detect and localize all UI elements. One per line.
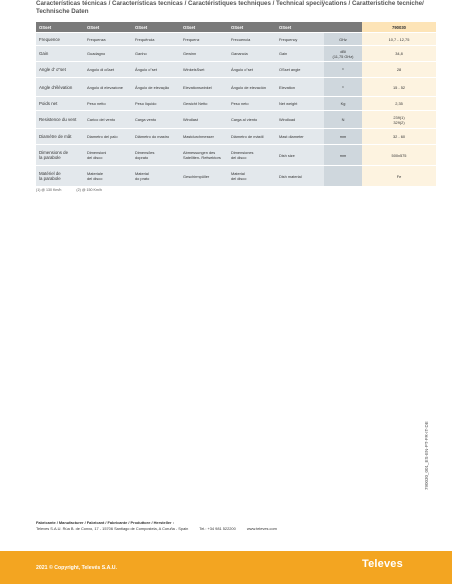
- spec-label: Gewicht Netto: [180, 97, 228, 111]
- spec-label: Gain: [276, 46, 324, 62]
- column-header: OSset: [36, 22, 84, 33]
- spec-label: Frequence: [36, 33, 84, 46]
- spec-value: 2,35: [362, 97, 436, 111]
- manufacturer-heading: Fabricante / Manufacturer / Fabricant / Fabricante / Produttore / Hersteller :: [36, 520, 174, 525]
- spec-label: WinkelsSset: [180, 62, 228, 78]
- manufacturer-phone: Tel.: +34 981 522200: [199, 526, 236, 531]
- spec-label: Peso líquido: [132, 97, 180, 111]
- spec-value: 10,7 - 12,75: [362, 33, 436, 46]
- spec-label: Elevation: [276, 78, 324, 97]
- manufacturer-address: Televes S.A.U. Rúa B. de Conxo, 17 - 15706 Santiago de Compostela, A Coruña - Spain: [36, 526, 189, 531]
- spec-unit: mm: [324, 145, 362, 166]
- spec-unit: º: [324, 62, 362, 78]
- spec-label: Geschirmpüller: [180, 166, 228, 187]
- table-row: [36, 78, 436, 97]
- spec-label: Material do prato: [132, 166, 180, 187]
- spec-label: Dish material: [276, 166, 324, 187]
- specs-table: [36, 22, 436, 187]
- spec-value: 32 - 60: [362, 129, 436, 145]
- spec-label: Guadagno: [84, 46, 132, 62]
- spec-label: Materiale del disco: [84, 166, 132, 187]
- manufacturer-web[interactable]: www.televes.com: [246, 526, 277, 531]
- table-row: [36, 166, 436, 187]
- spec-unit: dBi (11,75 GHz): [324, 46, 362, 62]
- spec-unit: N: [324, 111, 362, 129]
- manufacturer-info: [36, 520, 287, 532]
- spec-label: Carga vento: [132, 111, 180, 129]
- specs-table-body: [36, 22, 436, 187]
- spec-label: Ângulo o"set: [132, 62, 180, 78]
- spec-value: 15 - 52: [362, 78, 436, 97]
- spec-label: Mast diameter: [276, 129, 324, 145]
- spec-label: Frequência: [132, 33, 180, 46]
- spec-label: Angolo di elevazione: [84, 78, 132, 97]
- spec-label: Diâmetro do mastro: [132, 129, 180, 145]
- spec-label: Frequenza: [84, 33, 132, 46]
- footnotes: [36, 188, 116, 192]
- spec-label: Matériel de la parabole: [36, 166, 84, 187]
- spec-unit: Kg: [324, 97, 362, 111]
- table-row: [36, 111, 436, 129]
- spec-label: Frecuencia: [228, 33, 276, 46]
- spec-label: Windlast: [180, 111, 228, 129]
- spec-label: Ângulo de elevação: [132, 78, 180, 97]
- spec-label: Dimensões doprato: [132, 145, 180, 166]
- table-row: [36, 33, 436, 46]
- unit-header: [324, 22, 362, 33]
- spec-label: Diamètre de mât: [36, 129, 84, 145]
- column-header: OSset: [132, 22, 180, 33]
- spec-label: Diámetro de mástil: [228, 129, 276, 145]
- spec-label: Dimensiones del disco: [228, 145, 276, 166]
- manufacturer-line: [36, 526, 287, 532]
- spec-label: OSset angle: [276, 62, 324, 78]
- spec-label: Frequenz: [180, 33, 228, 46]
- spec-label: Ganho: [132, 46, 180, 62]
- spec-label: Ganancia: [228, 46, 276, 62]
- table-row: [36, 129, 436, 145]
- spec-label: Gewinn: [180, 46, 228, 62]
- column-header: OSset: [84, 22, 132, 33]
- spec-label: Abmessungen des Satelliten- Refwektors: [180, 145, 228, 166]
- spec-label: Carico del vento: [84, 111, 132, 129]
- spec-label: Dish size: [276, 145, 324, 166]
- spec-label: Material del disco: [228, 166, 276, 187]
- spec-label: Peso neto: [228, 97, 276, 111]
- spec-label: Poids net: [36, 97, 84, 111]
- spec-unit: GHz: [324, 33, 362, 46]
- spec-label: Dimensioni del disco: [84, 145, 132, 166]
- spec-label: Net weight: [276, 97, 324, 111]
- spec-value: 28: [362, 62, 436, 78]
- spec-value: 500x575: [362, 145, 436, 166]
- document-id-text: 790030_001_ES-EN-PT-FR-IT-DE: [424, 421, 429, 490]
- column-header: OSset: [228, 22, 276, 33]
- televes-logo: Televes: [362, 558, 403, 570]
- spec-label: Frequency: [276, 33, 324, 46]
- spec-label: Dimensions de la parabole: [36, 145, 84, 166]
- spec-unit: [324, 166, 362, 187]
- table-row: [36, 97, 436, 111]
- footnote-1: (1) @ 130 Km/h: [36, 188, 62, 192]
- spec-label: Ángulo o"set: [228, 62, 276, 78]
- spec-label: Gain: [36, 46, 84, 62]
- copyright-text: 2021 © Copyright, Televés S.A.U.: [36, 565, 117, 571]
- table-row: [36, 62, 436, 78]
- spec-label: Elevationswinkel: [180, 78, 228, 97]
- spec-label: Carga al viento: [228, 111, 276, 129]
- table-row: [36, 46, 436, 62]
- footnote-2: (2) @ 150 Km/h: [76, 188, 102, 192]
- spec-label: Angolo di oßset: [84, 62, 132, 78]
- model-number-header: 790030: [362, 22, 436, 33]
- table-row: [36, 145, 436, 166]
- spec-label: Peso netto: [84, 97, 132, 111]
- spec-label: Resistence du vent: [36, 111, 84, 129]
- table-header-row: [36, 22, 436, 33]
- column-header: OSset: [180, 22, 228, 33]
- spec-unit: º: [324, 78, 362, 97]
- column-header: OSset: [276, 22, 324, 33]
- spec-value: 34,8: [362, 46, 436, 62]
- spec-label: Windload: [276, 111, 324, 129]
- footer-bar: [0, 551, 452, 584]
- spec-label: Ángulo de elevación: [228, 78, 276, 97]
- spec-label: Angle d' o"set: [36, 62, 84, 78]
- page-title: Características técnicas / Características tecnicas / Caractéristiques techniques / Technical speciÿcations / Caratteristiche tecniche/ Technische Daten: [36, 0, 424, 15]
- spec-label: Angle d'élévation: [36, 78, 84, 97]
- spec-label: Diametro del palo: [84, 129, 132, 145]
- spec-value: Fe: [362, 166, 436, 187]
- spec-label: Mastdurchmesser: [180, 129, 228, 145]
- spec-unit: mm: [324, 129, 362, 145]
- spec-value: 239(1) 329(2): [362, 111, 436, 129]
